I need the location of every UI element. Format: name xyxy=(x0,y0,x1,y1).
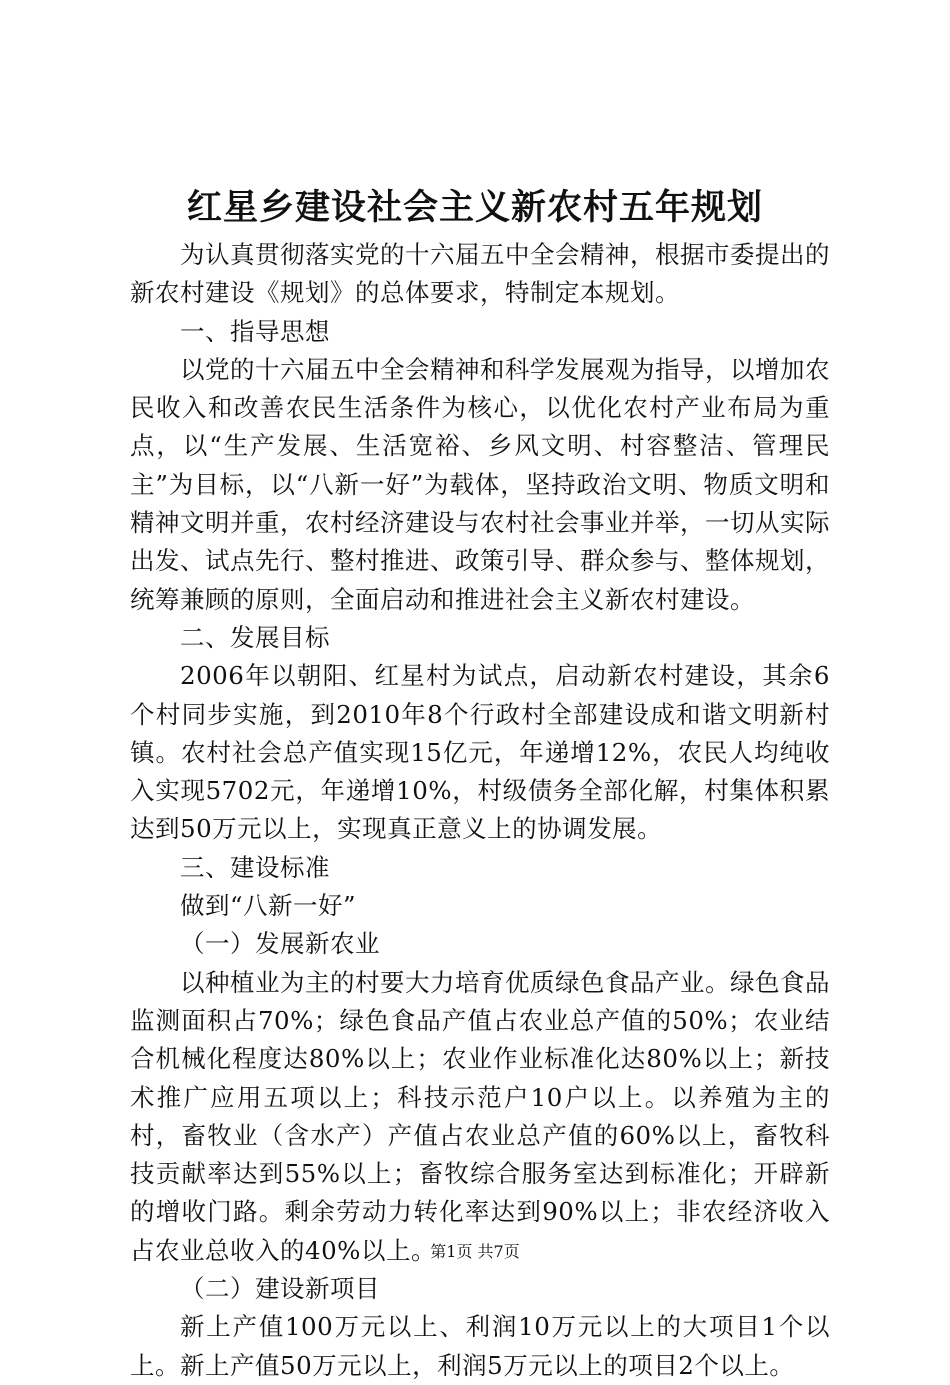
subsection-heading-new-projects: （二）建设新项目 xyxy=(180,1274,380,1304)
section-heading-construction-standards: 三、建设标准 xyxy=(180,852,330,882)
development-goals-paragraph: 2006年以朝阳、红星村为试点，启动新农村建设，其余6个村同步实施，到2010年8个行政村全部建设成和谐文明新村镇。农村社会总产值实现15亿元，年递增12%，农民人均纯收入实现5702元，年递增10%，村级债务全部化解，村集体积累达到50万元以上，实现真正意义上的协调发展。 xyxy=(130,661,830,844)
document-body xyxy=(130,236,830,1385)
guiding-ideology-paragraph: 以党的十六届五中全会精神和科学发展观为指导，以增加农民收入和改善农民生活条件为核心，以优化农村产业布局为重点，以“生产发展、生活宽裕、乡风文明、村容整洁、管理民主”为目标，以“八新一好”为载体，坚持政治文明、物质文明和精神文明并重，农村经济建设与农村社会事业并举，一切从实际出发、试点先行、整村推进、政策引导、群众参与、整体规划，统筹兼顾的原则，全面启动和推进社会主义新农村建设。 xyxy=(130,354,830,614)
construction-standards-intro: 做到“八新一好” xyxy=(180,891,357,921)
intro-paragraph: 为认真贯彻落实党的十六届五中全会精神，根据市委提出的新农村建设《规划》的总体要求，特制定本规划。 xyxy=(130,240,830,308)
new-projects-paragraph: 新上产值100万元以上、利润10万元以上的大项目1个以上。新上产值50万元以上，利润5万元以上的项目2个以上。 xyxy=(130,1312,830,1380)
new-agriculture-paragraph: 以种植业为主的村要大力培育优质绿色食品产业。绿色食品监测面积占70%；绿色食品产值占农业总产值的50%；农业结合机械化程度达80%以上；农业作业标准化达80%以上；新技术推广应用五项以上；科技示范户10户以上。以养殖为主的村，畜牧业（含水产）产值占农业总产值的60%以上，畜牧科技贡献率达到55%以上；畜牧综合服务室达到标准化；开辟新的增收门路。剩余劳动力转化率达到90%以上；非农经济收入占农业总收入的40%以上。 xyxy=(130,967,830,1265)
page-footer: 第1页 共7页 xyxy=(430,1242,520,1261)
document-title: 红星乡建设社会主义新农村五年规划 xyxy=(186,187,763,228)
section-heading-development-goals: 二、发展目标 xyxy=(180,622,330,652)
subsection-heading-new-agriculture: （一）发展新农业 xyxy=(180,929,380,959)
section-heading-guiding-ideology: 一、指导思想 xyxy=(180,316,330,346)
